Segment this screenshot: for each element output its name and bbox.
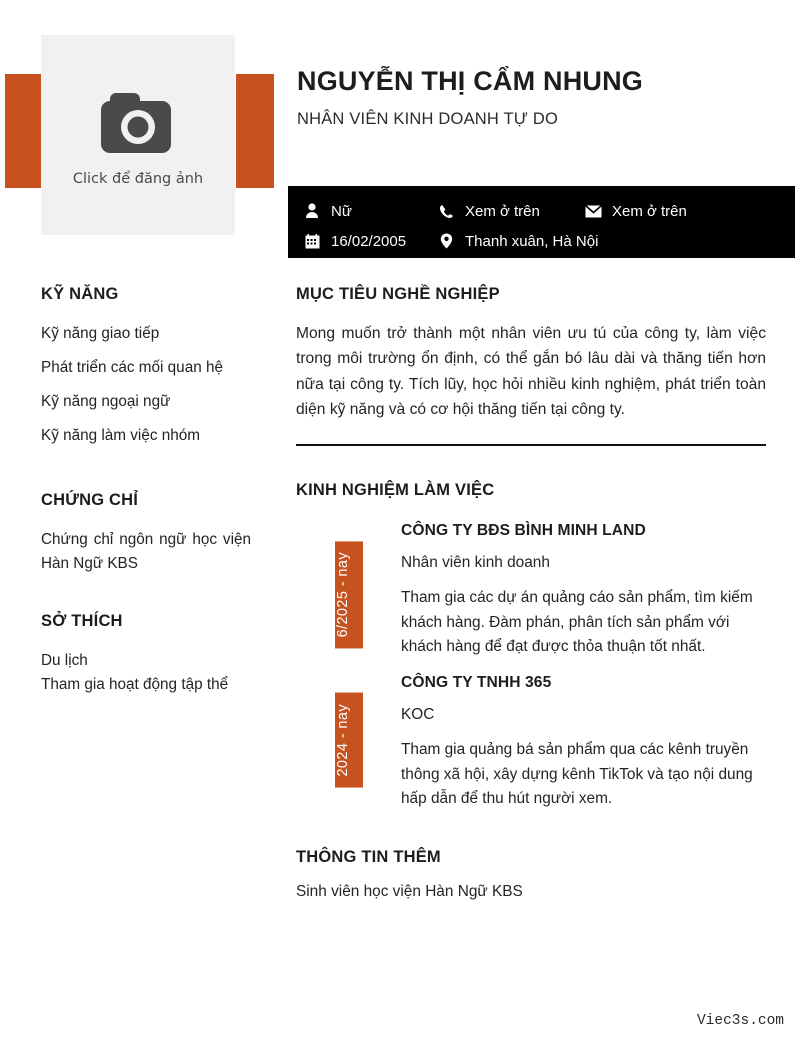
sidebar-skill-item: Kỹ năng giao tiếp (41, 325, 160, 342)
accent-bar-right (236, 74, 274, 188)
accent-bar-left (5, 74, 41, 188)
section-heading-objective: MỤC TIÊU NGHỀ NGHIỆP (296, 285, 500, 303)
name-block (297, 66, 777, 129)
experience-description: Tham gia các dự án quảng cáo sản phẩm, tìm kiếm khách hàng. Đàm phán, phân tích sản phẩm với khách hàng để đạt được thỏa thuận tốt nhất. (401, 589, 753, 656)
candidate-job-title: NHÂN VIÊN KINH DOANH TỰ DO (297, 110, 559, 129)
sidebar-interest-item: Du lịch (41, 651, 88, 669)
camera-icon (86, 83, 190, 159)
contact-birthday (302, 232, 436, 250)
experience-period-badge: 2024 - nay (335, 693, 363, 788)
sidebar-skill-item: Kỹ năng ngoại ngữ (41, 393, 171, 411)
experience-entry (296, 522, 766, 660)
cv-sidebar (41, 285, 251, 707)
sidebar-interest-item: Tham gia hoạt động tập thể (41, 676, 229, 694)
sidebar-skill-item: Kỹ năng làm việc nhóm (41, 427, 200, 445)
contact-email-value: Xem ở trên (612, 202, 687, 220)
additional-info-section (296, 848, 766, 901)
photo-upload-label: Click để đăng ảnh (72, 171, 204, 187)
contact-birthday-value: 16/02/2005 (331, 232, 407, 250)
contact-address-value: Thanh xuân, Hà Nội (465, 232, 599, 250)
objective-text: Mong muốn trở thành một nhân viên ưu tú của công ty, làm việc trong môi trường ổn định, có thể gắn bó lâu dài và thăng tiến hơn nữa tại công ty. Tích lũy, học hỏi nhiều kinh nghiệm, phát triển toàn diện kỹ năng và có cơ hội thăng tiến tại công ty. (296, 325, 766, 418)
experience-description: Tham gia quảng bá sản phẩm qua các kênh truyền thông xã hội, xây dựng kênh TikTok và tạo nội dung hấp dẫn để thu hút người xem. (401, 740, 753, 808)
cv-main-column (296, 285, 766, 901)
sidebar-heading-skills: KỸ NĂNG (41, 285, 119, 303)
sidebar-skill-item: Phát triển các mối quan hệ (41, 359, 223, 377)
phone-icon (436, 202, 456, 220)
contact-email (583, 202, 687, 220)
experience-entry (296, 674, 766, 812)
sidebar-heading-interests: SỞ THÍCH (41, 611, 123, 630)
photo-upload-box[interactable] (41, 35, 235, 235)
section-heading-experience: KINH NGHIỆM LÀM VIỆC (296, 481, 495, 499)
sidebar-certificate-item: Chứng chỉ ngôn ngữ học viện Hàn Ngữ KBS (41, 530, 251, 572)
sidebar-heading-certificates: CHỨNG CHỈ (41, 490, 139, 509)
experience-list (296, 522, 766, 812)
contact-row-2 (302, 226, 795, 256)
experience-role: KOC (401, 705, 435, 723)
footer-brand: Viec3s.com (696, 1013, 784, 1029)
contact-gender-value: Nữ (331, 202, 352, 220)
contact-row-1 (302, 196, 795, 226)
contact-phone (436, 202, 583, 220)
location-pin-icon (436, 232, 456, 250)
contact-address (436, 232, 598, 250)
envelope-icon (583, 202, 603, 220)
additional-info-text: Sinh viên học viện Hàn Ngữ KBS (296, 882, 523, 900)
experience-period-badge: 6/2025 - nay (335, 541, 363, 648)
experience-company: CÔNG TY TNHH 365 (401, 673, 552, 691)
contact-info-bar (288, 186, 795, 258)
contact-phone-value: Xem ở trên (465, 202, 540, 220)
calendar-icon (302, 232, 322, 250)
candidate-full-name: NGUYỄN THỊ CẨM NHUNG (297, 66, 643, 96)
section-divider (296, 444, 766, 446)
section-heading-additional: THÔNG TIN THÊM (296, 847, 441, 866)
cv-header (0, 0, 800, 265)
experience-company: CÔNG TY BĐS BÌNH MINH LAND (401, 522, 646, 539)
experience-role: Nhân viên kinh doanh (401, 554, 550, 571)
person-icon (302, 202, 322, 220)
contact-gender (302, 202, 436, 220)
